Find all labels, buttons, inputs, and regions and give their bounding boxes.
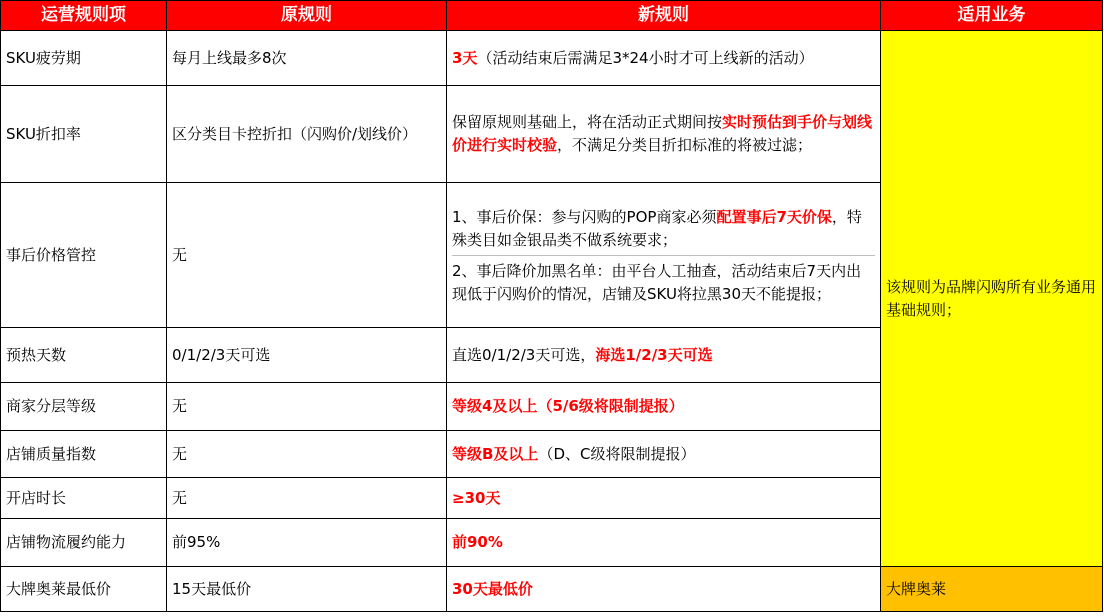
- new-rule-text: ，特殊类目如金银品类不做系统要求；: [452, 207, 862, 249]
- applies-outlet-cell: 大牌奥莱: [881, 567, 1103, 612]
- rule-item-cell: 店铺质量指数: [1, 431, 167, 478]
- header-applies: 适用业务: [881, 1, 1103, 31]
- old-rule-cell: 0/1/2/3天可选: [167, 328, 447, 383]
- new-rule-text: 直选0/1/2/3天可选，: [452, 345, 596, 364]
- rule-item-cell: 大牌奥莱最低价: [1, 567, 167, 612]
- rule-item-cell: SKU折扣率: [1, 86, 167, 183]
- new-rule-cell: [447, 478, 881, 519]
- new-rule-text: （活动结束后需满足3*24小时才可上线新的活动）: [477, 48, 814, 67]
- new-rule-text: （D、C级将限制提报）: [538, 444, 696, 463]
- new-rule-highlight: 3天: [452, 48, 478, 67]
- new-rule-text: 1、事后价保：参与闪购的POP商家必须: [452, 207, 717, 226]
- rule-item-cell: 店铺物流履约能力: [1, 519, 167, 567]
- header-row: [1, 1, 1103, 31]
- old-rule-cell: 区分类目卡控折扣（闪购价/划线价）: [167, 86, 447, 183]
- rule-item-cell: 事后价格管控: [1, 183, 167, 328]
- new-rule-highlight: 30天最低价: [452, 579, 533, 598]
- new-rule-cell: [447, 328, 881, 383]
- header-old-rule: 原规则: [167, 1, 447, 31]
- old-rule-cell: 15天最低价: [167, 567, 447, 612]
- applies-general-cell: 该规则为品牌闪购所有业务通用基础规则；: [881, 31, 1103, 567]
- new-rule-cell: [447, 183, 881, 328]
- table-row: [1, 31, 1103, 86]
- rule-item-cell: SKU疲劳期: [1, 31, 167, 86]
- header-new-rule: 新规则: [447, 1, 881, 31]
- old-rule-cell: 无: [167, 431, 447, 478]
- new-rule-highlight: 等级B及以上: [452, 444, 539, 463]
- new-rule-part-1: [452, 202, 875, 256]
- new-rule-cell: [447, 86, 881, 183]
- new-rule-cell: [447, 383, 881, 431]
- new-rule-highlight: 实时预估到手价与划线价进行实时校验: [452, 113, 873, 154]
- new-rule-highlight: 配置事后7天价保: [716, 207, 832, 226]
- new-rule-cell: [447, 31, 881, 86]
- old-rule-cell: 无: [167, 383, 447, 431]
- old-rule-cell: 每月上线最多8次: [167, 31, 447, 86]
- rule-item-cell: 开店时长: [1, 478, 167, 519]
- new-rule-highlight: 海选1/2/3天可选: [595, 345, 713, 364]
- new-rule-cell: [447, 519, 881, 567]
- new-rule-cell: [447, 431, 881, 478]
- new-rule-text: ，不满足分类目折扣标准的将被过滤；: [557, 136, 813, 154]
- header-rule-item: 运营规则项: [1, 1, 167, 31]
- new-rule-text: 保留原规则基础上，将在活动正式期间按: [452, 113, 723, 131]
- new-rule-cell: [447, 567, 881, 612]
- new-rule-part-2: 2、事后降价加黑名单：由平台人工抽查，活动结束后7天内出现低于闪购价的情况，店铺及SKU将拉黑30天不能提报；: [452, 261, 862, 303]
- new-rule-highlight: 等级4及以上（5/6级将限制提报）: [452, 397, 684, 415]
- new-rule-highlight: 前90%: [452, 533, 503, 551]
- rule-item-cell: 预热天数: [1, 328, 167, 383]
- old-rule-cell: 无: [167, 183, 447, 328]
- rule-item-cell: 商家分层等级: [1, 383, 167, 431]
- new-rule-highlight: ≥30天: [452, 488, 501, 507]
- old-rule-cell: 无: [167, 478, 447, 519]
- table-row: [1, 567, 1103, 612]
- old-rule-cell: 前95%: [167, 519, 447, 567]
